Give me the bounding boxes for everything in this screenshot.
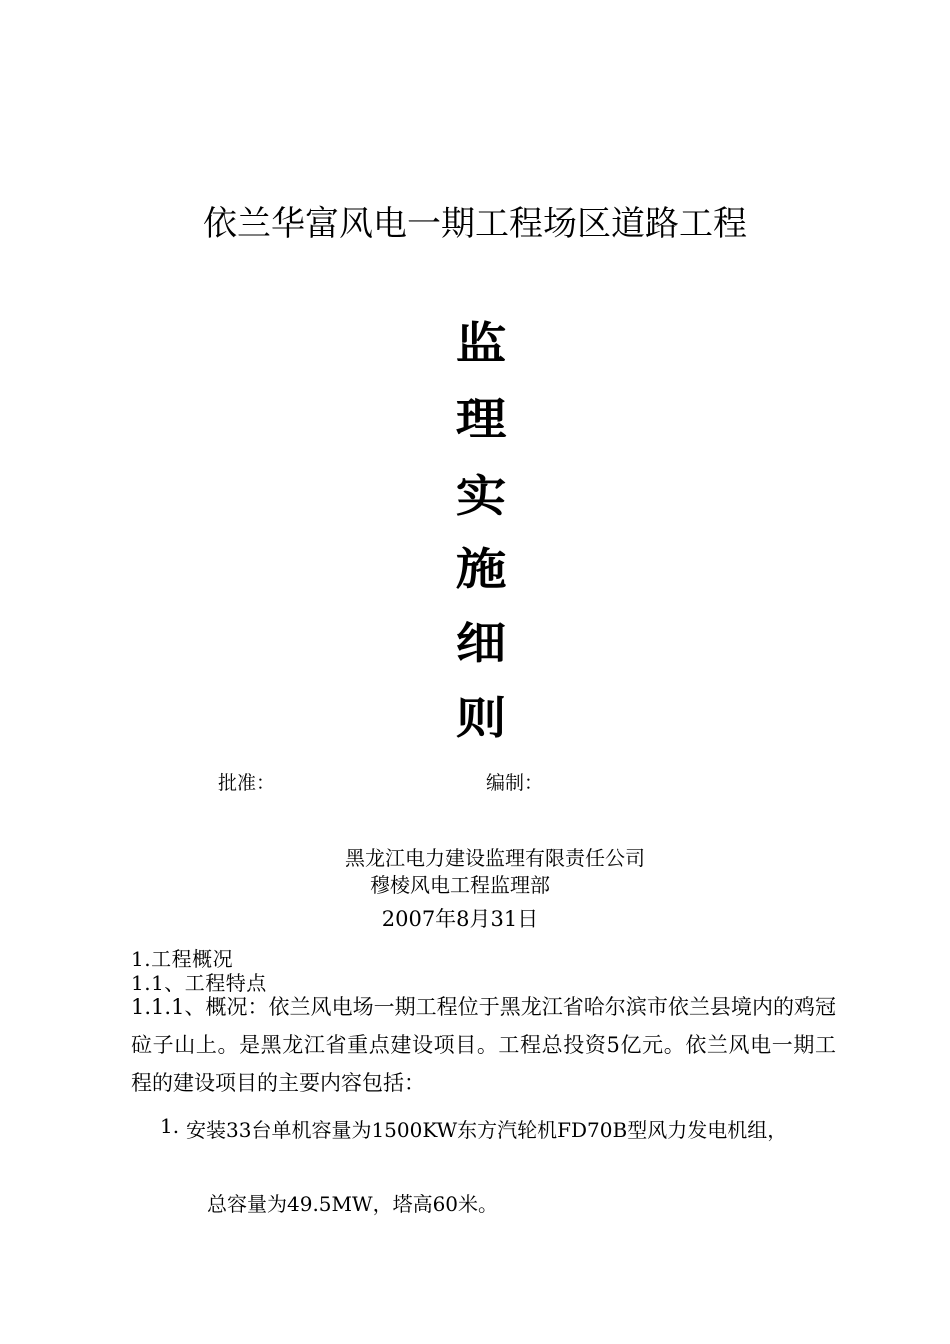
company-name: 黑龙江电力建设监理有限责任公司 [345,846,645,870]
title-char-5: 细 [455,618,507,669]
section-heading-1: 1.工程概况 [131,947,234,971]
title-char-4: 施 [455,544,507,595]
document-date: 2007年8月31日 [381,907,539,931]
section-heading-1-1: 1.1、工程特点 [131,971,267,995]
title-char-2: 理 [455,394,507,445]
compile-label: 编制： [486,772,544,794]
list-item-number: 1. [160,1114,180,1138]
overview-paragraph: 1.1.1、概况：依兰风电场一期工程位于黑龙江省哈尔滨市依兰县境内的鸡冠砬子山上。是黑龙江省重点建设项目。工程总投资5亿元。依兰风电一期工程的建设项目的主要内容包括： [131,995,836,1095]
approve-label: 批准： [218,772,276,794]
title-char-3: 实 [455,471,507,522]
list-item-line-1: 安装33台单机容量为1500KW东方汽轮机FD70B型风力发电机组， [186,1118,788,1142]
list-item-line-2: 总容量为49.5MW，塔高60米。 [207,1192,499,1216]
title-char-1: 监 [455,318,507,369]
title-char-6: 则 [455,693,507,744]
department-name: 穆棱风电工程监理部 [370,873,550,897]
project-title: 依兰华富风电一期工程场区道路工程 [203,204,747,244]
